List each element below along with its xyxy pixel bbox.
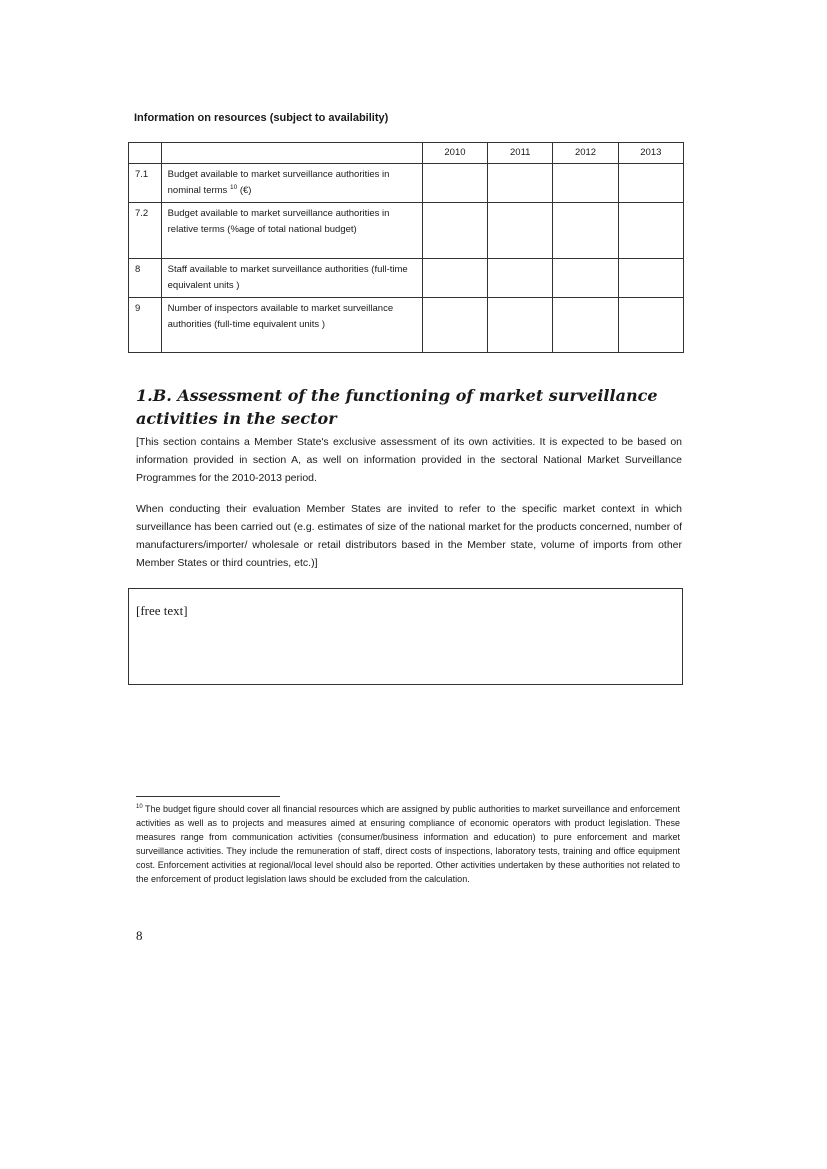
section-heading: 1.B. Assessment of the functioning of market surveillance activities in the sector	[136, 386, 658, 428]
value-cell	[618, 298, 683, 353]
table-row	[129, 164, 684, 203]
row-number: 8	[129, 259, 162, 298]
footnote	[136, 802, 680, 886]
value-cell	[618, 164, 683, 203]
value-cell	[422, 298, 487, 353]
value-cell	[488, 298, 553, 353]
header-desc-cell	[161, 143, 422, 164]
free-text-placeholder: [free text]	[136, 603, 188, 618]
section-intro-paragraph: [This section contains a Member State's exclusive assessment of its own activities. It is expected to be based on information provided in section A, as well on information provided in the sectoral National Market Surveillance Programmes for the 2010-2013 period.	[136, 436, 682, 484]
footnote-mark: 10	[136, 804, 143, 810]
value-cell	[553, 298, 618, 353]
table-row	[129, 203, 684, 259]
value-cell	[488, 164, 553, 203]
header-num-cell	[129, 143, 162, 164]
year-header-2013: 2013	[618, 143, 683, 164]
footnote-divider	[136, 796, 280, 797]
row-number: 9	[129, 298, 162, 353]
value-cell	[553, 259, 618, 298]
value-cell	[618, 259, 683, 298]
resources-table	[128, 142, 684, 353]
footnote-text: The budget figure should cover all financial resources which are assigned by public authorities to market surveillance and enforcement activities as well as to projects and measures aimed at ensuring compliance of economic operators with product legislation. These measures range from communication activities (consumer/business information and education) to pure enforcement and market surveillance activities. They include the remuneration of staff, direct costs of inspections, laboratory tests, training and office equipment cost. Enforcement activities at regional/local level should also be reported. Other activities undertaken by these authorities not related to the enforcement of product legislation laws should be excluded from the calculation.	[136, 804, 680, 884]
section-context-paragraph: When conducting their evaluation Member States are invited to refer to the specific market context in which surveillance has been carried out (e.g. estimates of size of the national market for the products concerned, number of manufacturers/importer/ wholesale or retail distributors based in the Member state, volume of imports from other Member States or third countries, etc.)]	[136, 503, 682, 569]
row-description: Staff available to market surveillance authorities (full-time equivalent units )	[161, 259, 422, 298]
year-header-2011: 2011	[488, 143, 553, 164]
year-header-2012: 2012	[553, 143, 618, 164]
value-cell	[488, 203, 553, 259]
row-description-suffix: (€)	[237, 185, 252, 196]
value-cell	[422, 164, 487, 203]
value-cell	[488, 259, 553, 298]
row-description	[161, 164, 422, 203]
table-row	[129, 298, 684, 353]
value-cell	[553, 203, 618, 259]
value-cell	[618, 203, 683, 259]
resources-table-heading: Information on resources (subject to availability)	[134, 112, 389, 124]
row-number: 7.1	[129, 164, 162, 203]
row-description-text: Budget available to market surveillance authorities in nominal terms	[167, 169, 390, 196]
free-text-box[interactable]	[128, 588, 683, 685]
row-description: Number of inspectors available to market surveillance authorities (full-time equivalent units )	[161, 298, 422, 353]
table-row	[129, 259, 684, 298]
value-cell	[422, 259, 487, 298]
year-header-2010: 2010	[422, 143, 487, 164]
footnote-reference: 10	[229, 183, 238, 191]
page-number: 8	[136, 928, 143, 943]
value-cell	[422, 203, 487, 259]
row-number: 7.2	[129, 203, 162, 259]
table-header-row	[129, 143, 684, 164]
value-cell	[553, 164, 618, 203]
row-description: Budget available to market surveillance authorities in relative terms (%age of total national budget)	[161, 203, 422, 259]
